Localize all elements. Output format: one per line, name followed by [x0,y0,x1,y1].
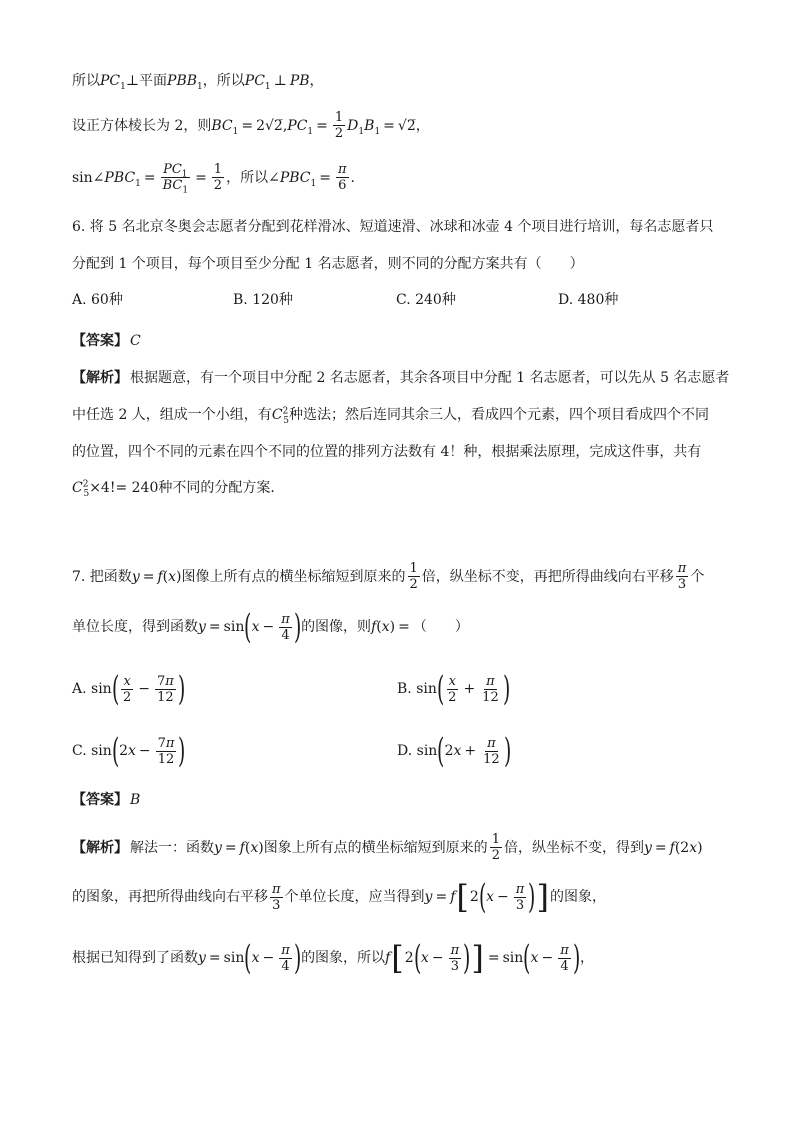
math: − [431,950,444,966]
math: = [142,568,155,585]
math: + [464,743,477,759]
option-c [72,731,186,771]
math: $BC_1$ [211,117,239,137]
fraction: $\frac{x}{2}$ [122,673,132,705]
math: sin [91,743,112,759]
math: $C^2_5$ [271,406,289,426]
math: 2 [469,889,479,905]
paren: ) [503,731,511,771]
math: x [486,889,494,905]
math: (2x) [674,839,703,856]
math: 2x [444,743,462,759]
option-label: D. [397,743,413,759]
paren: ( [111,731,120,771]
answer-tag: 【答案】 [72,792,128,808]
math: √2̅ [397,117,416,134]
fraction: $\frac{\pi}{3}$ [272,881,281,913]
fraction: $\frac{\pi}{6}$ [337,162,347,193]
analysis-6-line-1 [72,367,734,389]
math: f [669,839,675,856]
text: ， [309,73,324,89]
math: = [224,839,237,856]
fraction: $\frac{x}{2}$ [448,673,457,705]
math: = [316,117,328,134]
paren: ) [463,938,471,978]
option-b [397,669,510,709]
solution-line-1 [72,70,734,92]
math: = [654,839,667,856]
question-7-line-2 [72,607,734,647]
math: y [643,839,652,856]
math: − [496,889,509,905]
text: ⊥平面 [125,73,168,89]
math: = [195,169,207,186]
answer-tag: 【答案】 [72,333,128,349]
math: $PC_1$ [100,73,126,92]
option-text: C. 240种 [396,292,456,308]
math: sin [416,681,437,697]
paren: ) [572,938,581,978]
math: ∠ [268,169,280,186]
math: sin∠ [72,169,105,186]
text: . [350,169,355,186]
analysis-text: 图象上所有点的横坐标缩短到原来的 [263,839,488,856]
fraction: $\frac{\pi}{4}$ [281,611,290,643]
text: ，所以 [202,73,245,89]
math: = [208,950,221,966]
option-b [233,289,293,311]
analysis-text: 个单位长度，应当得到 [284,889,425,905]
analysis-text: 的图象，再把所得曲线向右平移 [72,889,268,905]
question-text: （ ） [412,619,469,635]
math: sin [223,950,245,966]
fraction: $\frac{7\pi}{12}$ [157,735,175,767]
text: 所以 [72,73,100,89]
analysis-6-line-3 [72,441,734,463]
math: = [383,117,395,134]
analysis-text: 中任选 2 人，组成一个小组，有 [72,407,272,423]
math: (x) [376,619,396,635]
paren: ( [478,877,487,917]
paren: ( [244,607,252,647]
fraction: $\frac{1}{2}$ [213,162,223,193]
paren: ) [293,938,302,978]
math: $PC_1$ [244,73,271,92]
option-label: B. [397,681,412,697]
question-7-line-1 [72,561,734,592]
math: $PC_1$ [287,117,314,137]
math: f [239,839,245,856]
math: f [450,889,456,905]
analysis-text: 的图象， [550,889,606,905]
option-d [397,731,511,771]
math: 2 [404,950,414,966]
paren: ( [437,731,445,771]
paren: ( [523,938,531,978]
analysis-6-line-4 [72,477,734,499]
math: x [251,619,260,635]
math: (x) [244,839,264,856]
math: sin [502,950,524,966]
analysis-7-line-2 [72,877,734,917]
bracket: ] [536,878,549,916]
bracket: [ [391,939,404,977]
analysis-text: 解法一：函数 [130,839,214,856]
option-a [72,289,123,311]
math: $C^2_5$ [72,479,90,499]
answer-7 [72,789,734,811]
question-6-line-2 [72,253,734,275]
math: sin [223,619,245,635]
option-text: D. 480种 [558,292,619,308]
solution-line-2 [72,110,734,141]
paren: ) [502,669,510,709]
math: sin [91,681,112,697]
math: f [157,568,163,585]
answer-value: C [130,333,141,349]
math: − [138,681,150,697]
math: f [371,619,377,635]
math: = [487,950,500,966]
fraction: $\frac{\pi}{3}$ [450,942,460,974]
math: − [541,950,554,966]
math: = [143,169,156,186]
math: = [398,619,410,635]
analysis-text: 的图象，所以 [301,950,386,966]
paren: ) [293,607,302,647]
answer-value: B [130,792,141,808]
math: x [420,950,429,966]
math: y [424,889,433,905]
math: = [208,619,221,635]
question-text: 的图像，则 [301,619,372,635]
analysis-6-line-2 [72,404,734,426]
analysis-text: 种不同的分配方案. [158,480,275,496]
text: ，所以 [226,169,269,186]
math: y [198,619,206,635]
math: $PBC_1$ [104,169,141,189]
paren: ( [111,669,119,709]
math: $D_1B_1$ [347,117,381,137]
analysis-tag: 【解析】 [72,370,128,386]
fraction: $\frac{7\pi}{12}$ [156,673,174,705]
analysis-text: 种选法；然后连同其余三人，看成四个元素，四个项目看成四个不同 [289,407,709,423]
option-label: A. [72,681,87,697]
math: = [319,169,331,186]
answer-6 [72,330,734,352]
fraction: $\frac{\pi}{3}$ [677,561,687,592]
question-text: 倍，纵坐标不变，再把所得曲线向右平移 [421,568,674,585]
math: x [530,950,539,966]
math: + [463,681,476,697]
option-a [72,669,186,709]
analysis-7-line-3 [72,938,734,978]
question-text: 图像上所有点的横坐标缩短到原来的 [181,568,406,585]
analysis-text: 根据题意，有一个项目中分配 2 名志愿者，其余各项目中分配 1 名志愿者，可以先从 5 名志愿者 [130,370,730,386]
math: y [131,568,140,585]
math: PB [289,73,310,89]
fraction: $\frac{\pi}{4}$ [281,942,290,974]
analysis-7-line-1 [72,832,734,863]
question-text: 个 [690,568,705,585]
analysis-text: 的位置，四个不同的元素在四个不同的位置的排列方法数有 4！种，根据乘法原理，完成这件事，共有 [72,444,702,460]
math: $PBB_1$ [167,73,203,92]
option-d [558,289,618,311]
fraction: $\frac{1}{2}$ [409,561,418,592]
math: y [198,950,206,966]
math: − [138,743,151,759]
analysis-text: 根据已知得到了函数 [72,950,198,966]
fraction: $\frac{\pi}{4}$ [560,942,569,974]
math: (x) [162,568,182,585]
question-text: 单位长度，得到函数 [72,619,198,635]
fraction: $\frac{\pi}{12}$ [483,735,500,767]
fraction: $\frac{1}{2}$ [334,110,344,141]
fraction: $\frac{\pi}{12}$ [482,673,499,705]
option-c [396,289,456,311]
math: − [262,619,275,635]
bracket: [ [456,878,469,916]
option-text: B. 120种 [233,292,293,308]
paren: ( [413,938,421,978]
paren: ( [244,938,252,978]
math: = [241,117,254,134]
text: 设正方体棱长为 2，则 [72,117,212,134]
question-text: 6. 将 5 名北京冬奥会志愿者分配到花样滑冰、短道速滑、冰球和冰壶 4 个项目进行培训，每名志愿者只 [72,219,714,235]
bracket: ] [471,939,484,977]
math: x [251,950,260,966]
math: y [214,839,222,856]
solution-line-3 [72,162,734,196]
option-label: C. [72,743,87,759]
question-text: 7. 把函数 [72,568,132,585]
math: $PBC_1$ [279,169,317,189]
question-6-line-1 [72,216,734,238]
paren: ) [528,877,536,917]
question-text: 分配到 1 个项目，每个项目至少分配 1 名志愿者，则不同的分配方案共有（ ） [72,256,584,272]
option-text: A. 60种 [72,292,123,308]
math: ×4!= 240 [89,480,159,496]
math: − [262,950,275,966]
paren: ) [178,731,186,771]
paren: ) [177,669,186,709]
fraction: $\frac{PC_1}{BC_1}$ [162,162,189,196]
math: ⊥ [273,73,287,89]
analysis-text: 倍，纵坐标不变，得到 [503,839,644,856]
math: 2x [119,743,136,759]
math: = [435,889,448,905]
text: ， [415,117,430,134]
fraction: $\frac{\pi}{3}$ [515,881,525,913]
analysis-text: ， [580,950,594,966]
analysis-tag: 【解析】 [72,839,128,856]
paren: ( [436,669,445,709]
math: f [385,950,391,966]
math: 2√2̅, [256,117,288,134]
fraction: $\frac{1}{2}$ [491,832,500,863]
math: sin [416,743,438,759]
